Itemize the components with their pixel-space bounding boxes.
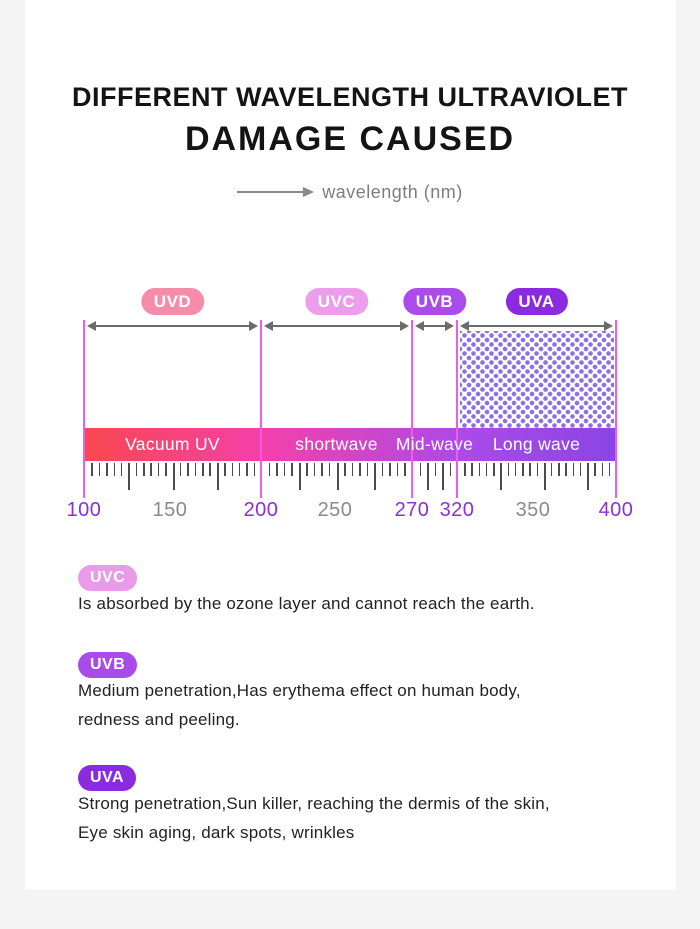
ruler-tick [464,463,466,476]
ruler-tick [587,463,589,490]
ruler-tick [187,463,189,476]
boundary-line [83,320,85,498]
ruler-tick [544,463,546,490]
boundary-line [456,320,458,498]
ruler-tick [121,463,123,476]
ruler-tick [91,463,93,476]
ruler-tick [99,463,101,476]
ruler-tick [493,463,495,476]
ruler-tick [594,463,596,476]
arrow-right-icon [400,321,409,331]
arrow-left-icon [415,321,424,331]
band-pill-UVD: UVD [141,288,204,315]
wavelength-caption: wavelength (nm) [322,181,463,202]
bar-label-UVD: Vacuum UV [125,434,220,454]
ruler-tick [337,463,339,490]
arrow-right-icon [445,321,454,331]
boundary-line [260,320,262,498]
ruler-tick [254,463,256,476]
ruler-tick [136,463,138,476]
scale-label-350: 350 [515,499,551,521]
page-title-line1: DIFFERENT WAVELENGTH ULTRAVIOLET [72,82,628,112]
ruler-tick [239,463,241,476]
scale-label-100: 100 [66,499,102,521]
ruler-tick [299,463,301,490]
page-title-line2: DAMAGE CAUSED [184,120,516,158]
ruler-tick [352,463,354,476]
bar-label-UVC: shortwave [295,434,378,454]
ruler-tick [471,463,473,476]
legend-pill-UVC: UVC [78,565,137,591]
ruler-tick [420,463,422,476]
legend-pill-UVB: UVB [78,652,137,678]
scale-label-250: 250 [317,499,353,521]
scale-label-320: 320 [439,499,475,521]
ruler-tick [442,463,444,490]
legend-text-UVB-line2: redness and peeling. [78,710,240,729]
ruler-tick [165,463,167,476]
ruler-tick [217,463,219,490]
ruler-tick [427,463,429,490]
ruler-tick [450,463,452,476]
legend-text-UVB-line1: Medium penetration,Has erythema effect on human body, [78,681,521,700]
ruler-tick [551,463,553,476]
ruler-tick [150,463,152,476]
ruler-tick [565,463,567,476]
uva-hatch-pattern [460,331,614,428]
ruler-tick [515,463,517,476]
ruler-tick [291,463,293,476]
ruler-tick [173,463,175,490]
arrow-left-icon [460,321,469,331]
ruler-tick [529,463,531,476]
range-arrow-UVC [264,320,409,332]
ruler-tick [537,463,539,476]
range-arrow-UVD [87,320,258,332]
band-pill-UVB: UVB [403,288,466,315]
ruler-tick [276,463,278,476]
band-pill-UVA: UVA [505,288,567,315]
ruler-tick [389,463,391,476]
ruler-tick [382,463,384,476]
ruler-tick [209,463,211,476]
ruler-tick [404,463,406,476]
scale-label-150: 150 [152,499,188,521]
ruler-tick [602,463,604,476]
ruler-tick [314,463,316,476]
ruler-tick [479,463,481,476]
ruler-tick [500,463,502,490]
ruler-tick [114,463,116,476]
ruler-tick [224,463,226,476]
boundary-line [411,320,413,498]
ruler-tick [359,463,361,476]
range-arrow-line [465,325,608,327]
scale-label-270: 270 [394,499,430,521]
ruler-tick [609,463,611,476]
bar-label-UVA: Long wave [492,434,581,454]
scale-label-200: 200 [243,499,279,521]
ruler-tick [486,463,488,476]
ruler-tick [158,463,160,476]
legend-text-UVC-line1: Is absorbed by the ozone layer and cannot reach the earth. [78,594,535,613]
range-arrow-UVB [415,320,454,332]
ruler-tick [143,463,145,476]
ruler-tick [128,463,130,490]
ruler-tick [269,463,271,476]
arrow-right-icon [604,321,613,331]
ruler-tick [344,463,346,476]
ruler-tick [202,463,204,476]
arrow-left-icon [264,321,273,331]
legend-text-UVA-line2: Eye skin aging, dark spots, wrinkles [78,823,355,842]
ruler-tick [180,463,182,476]
ruler-tick [580,463,582,476]
arrow-right-icon [249,321,258,331]
range-arrow-line [269,325,404,327]
ruler-tick [106,463,108,476]
ruler-tick [284,463,286,476]
legend-pill-UVA: UVA [78,765,136,791]
ruler-tick [195,463,197,476]
ruler-tick [246,463,248,476]
ruler-tick [522,463,524,476]
ruler-tick [329,463,331,476]
ruler-tick [367,463,369,476]
ruler-tick [435,463,437,476]
bar-label-UVB: Mid-wave [395,434,474,454]
ruler-tick [306,463,308,476]
range-arrow-line [92,325,253,327]
ruler-tick [508,463,510,476]
ruler-tick [374,463,376,490]
ruler-tick [558,463,560,476]
legend-text-UVA-line1: Strong penetration,Sun killer, reaching the dermis of the skin, [78,794,550,813]
arrow-left-icon [87,321,96,331]
ruler-tick [397,463,399,476]
ruler-tick [321,463,323,476]
ruler-tick [232,463,234,476]
boundary-line [615,320,617,498]
band-pill-UVC: UVC [305,288,368,315]
ruler-tick [573,463,575,476]
scale-label-400: 400 [598,499,634,521]
